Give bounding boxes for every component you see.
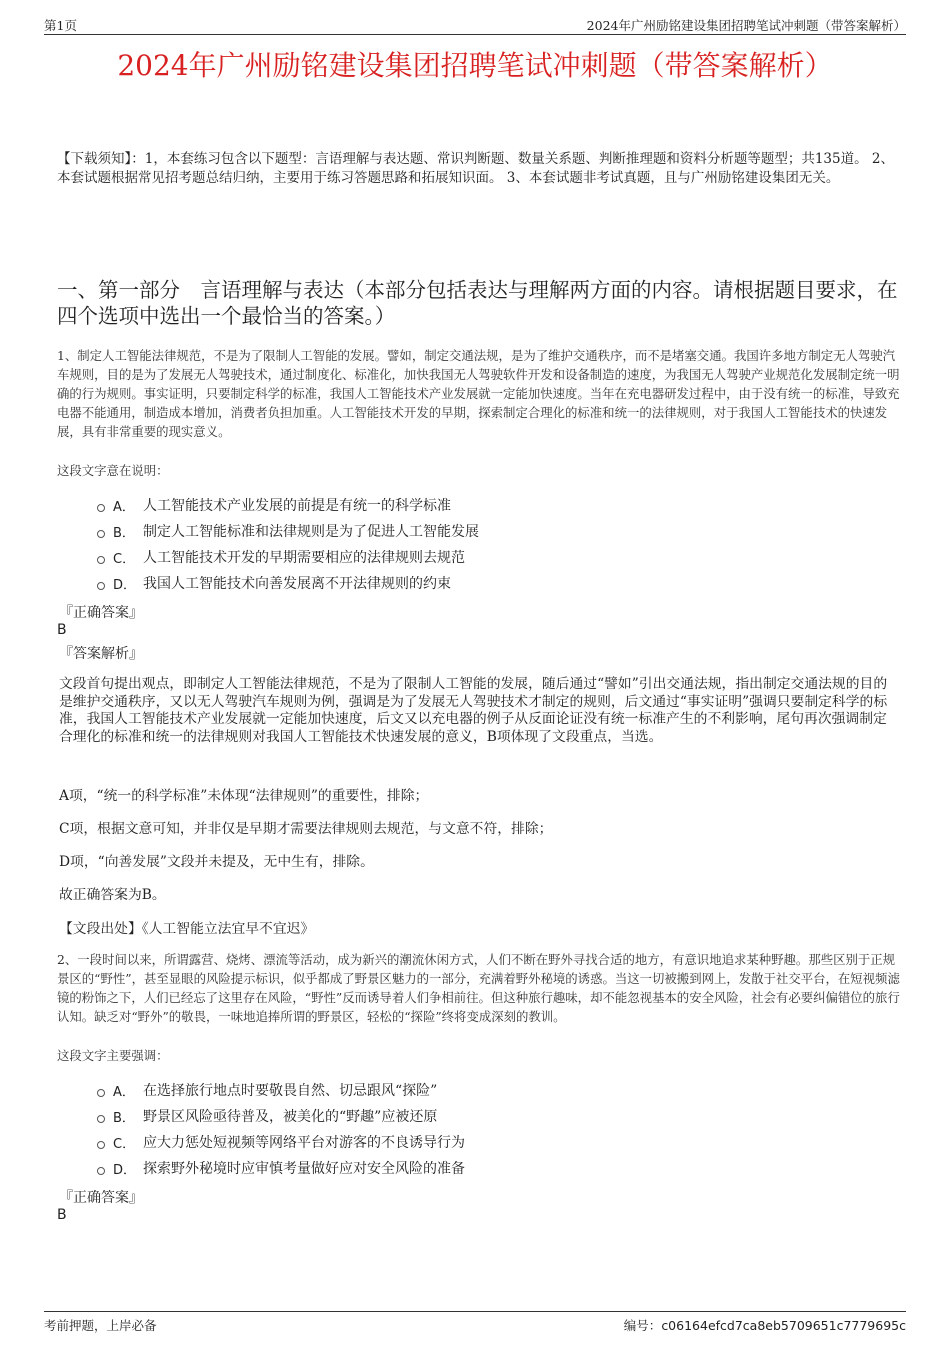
footer-code-label: 编号：: [623, 1318, 662, 1333]
option-letter: C．: [113, 1136, 136, 1152]
radio-icon[interactable]: [97, 1115, 105, 1123]
radio-icon[interactable]: [97, 504, 105, 512]
analysis-conclusion: 故正确答案为B。: [59, 887, 166, 903]
question-1-option-a[interactable]: [97, 494, 451, 516]
question-2-option-d[interactable]: [97, 1157, 465, 1179]
correct-answer: B: [57, 622, 67, 638]
footer-slogan: 考前押题，上岸必备: [44, 1318, 157, 1333]
download-notice: 【下载须知】：1，本套练习包含以下题型：言语理解与表达题、常识判断题、数量关系题、判断推理题和资料分析题等题型；共135道。 2、本套试题根据常见招考题总结归纳，主要用于练习答题思路和拓展知识面。 3、本套试题非考试真题，且与广州励铭建设集团无关。: [57, 151, 894, 186]
option-letter: D．: [113, 577, 137, 593]
radio-icon[interactable]: [97, 582, 105, 590]
page-footer: [44, 1311, 906, 1334]
option-text: 野景区风险亟待普及，被美化的“野趣”应被还原: [143, 1109, 438, 1125]
question-1-option-d[interactable]: [97, 572, 451, 594]
option-letter: B．: [113, 525, 135, 541]
correct-answer-label: 『正确答案』: [59, 1190, 143, 1206]
radio-icon[interactable]: [97, 1089, 105, 1097]
section-heading: 一、第一部分 言语理解与表达（本部分包括表达与理解两方面的内容。请根据题目要求，在四个选项中选出一个最恰当的答案。）: [57, 278, 898, 328]
radio-icon[interactable]: [97, 1167, 105, 1175]
answer-analysis-label: 『答案解析』: [59, 646, 143, 662]
passage-source: 【文段出处】《人工智能立法宜早不宜迟》: [59, 921, 315, 937]
analysis-option-c: C项，根据文意可知，并非仅是早期才需要法律规则去规范，与文意不符，排除；: [59, 821, 553, 837]
footer-code-value: c06164efcd7ca8eb5709651c7779695c: [661, 1318, 906, 1333]
option-text: 我国人工智能技术向善发展离不开法律规则的约束: [143, 576, 451, 592]
option-text: 在选择旅行地点时要敬畏自然、切忌跟风“探险”: [143, 1083, 438, 1099]
option-letter: B．: [113, 1110, 135, 1126]
option-text: 人工智能技术开发的早期需要相应的法律规则去规范: [143, 550, 465, 566]
option-letter: A．: [113, 499, 135, 515]
radio-icon[interactable]: [97, 1141, 105, 1149]
question-1-prompt: 这段文字意在说明：: [57, 463, 169, 478]
option-letter: A．: [113, 1084, 135, 1100]
page-header: [44, 14, 906, 35]
option-text: 人工智能技术产业发展的前提是有统一的科学标准: [143, 498, 451, 514]
question-2-option-c[interactable]: [97, 1131, 465, 1153]
option-letter: C．: [113, 551, 136, 567]
question-2-option-b[interactable]: [97, 1105, 437, 1127]
option-text: 制定人工智能标准和法律规则是为了促进人工智能发展: [143, 524, 479, 540]
question-1-text: 1、制定人工智能法律规范，不是为了限制人工智能的发展。譬如，制定交通法规，是为了维护交通秩序，而不是堵塞交通。我国许多地方制定无人驾驶汽车规则，目的是为了发展无人驾驶技术，通过制度化、标准化，加快我国无人驾驶软件开发和设备制造的速度，为我国无人驾驶产业规范化发展制定统一明确的行为规则。事实证明，只要制定科学的标准，我国人工智能技术产业发展就一定能加快速度。当年在充电器研发过程中，由于没有统一的标准，导致充电器不能通用，制造成本增加，消费者负担加重。人工智能技术开发的早期，探索制定合理化的标准和统一的法律规则，对于我国人工智能技术的快速发展，具有非常重要的现实意义。: [57, 348, 900, 439]
analysis-option-d: D项，“向善发展”文段并未提及，无中生有，排除。: [59, 854, 374, 870]
question-2-option-a[interactable]: [97, 1079, 437, 1101]
option-text: 应大力惩处短视频等网络平台对游客的不良诱导行为: [143, 1135, 465, 1151]
page-title: 2024年广州励铭建设集团招聘笔试冲刺题（带答案解析）: [117, 49, 833, 82]
question-2-text: 2、一段时间以来，所谓露营、烧烤、漂流等活动，成为新兴的潮流休闲方式，人们不断在野外寻找合适的地方，有意识地追求某种野趣。那些区别于正规景区的“野性”，甚至显眼的风险提示标识，似乎都成了野景区魅力的一部分，充满着野外秘境的诱惑。当这一切被搬到网上，发散于社交平台，在短视频滤镜的粉饰之下，人们已经忘了这里存在风险，“野性”反而诱导着人们争相前往。但这种旅行趣味，却不能忽视基本的安全风险，社会有必要纠偏错位的旅行认知。缺乏对“野外”的敬畏，一味地追捧所谓的野景区，轻松的“探险”终将变成深刻的教训。: [57, 952, 900, 1024]
answer-analysis-text: 文段首句提出观点，即制定人工智能法律规范，不是为了限制人工智能的发展，随后通过“譬如”引出交通法规，指出制定交通法规的目的是维护交通秩序，又以无人驾驶汽车规则为例，强调是为了发展无人驾驶技术才制定的规则，后文通过“事实证明”强调只要制定科学的标准，我国人工智能技术产业发展就一定能加快速度，后文又以充电器的例子从反面论证没有统一标准产生的不利影响，尾句再次强调制定合理化的标准和统一的法律规则对我国人工智能技术快速发展的意义，B项体现了文段重点，当选。: [59, 676, 888, 745]
option-text: 探索野外秘境时应审慎考量做好应对安全风险的准备: [143, 1161, 465, 1177]
option-letter: D．: [113, 1162, 137, 1178]
question-1-option-c[interactable]: [97, 546, 465, 568]
footer-code: [624, 1316, 906, 1334]
radio-icon[interactable]: [97, 530, 105, 538]
correct-answer: B: [57, 1207, 67, 1223]
page-number: 第1页: [44, 18, 77, 33]
analysis-option-a: A项，“统一的科学标准”未体现“法律规则”的重要性，排除；: [59, 788, 429, 804]
question-2-prompt: 这段文字主要强调：: [57, 1048, 169, 1063]
correct-answer-label: 『正确答案』: [59, 605, 143, 621]
header-doc-title: 2024年广州励铭建设集团招聘笔试冲刺题（带答案解析）: [586, 18, 906, 33]
radio-icon[interactable]: [97, 556, 105, 564]
question-1-option-b[interactable]: [97, 520, 479, 542]
